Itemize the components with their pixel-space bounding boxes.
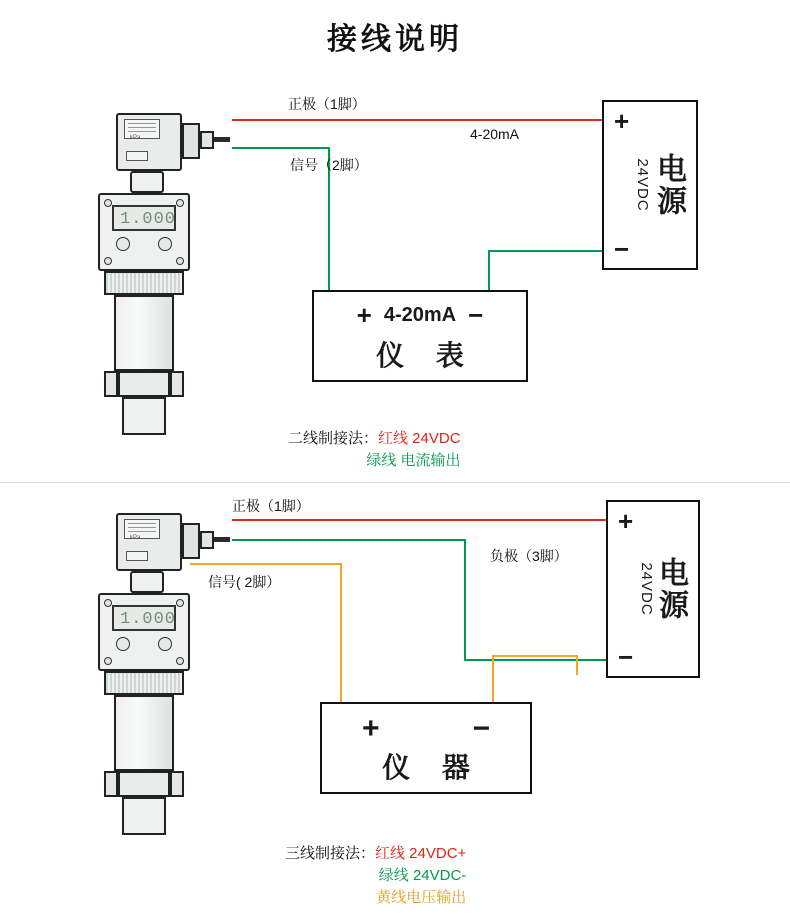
device-key-down[interactable] [158,637,172,651]
device-screw-tl [104,199,112,207]
power-minus-top: − [614,234,630,264]
label-positive-bottom: 正极（1脚） [232,498,310,514]
wire-yellow-bottom-h1 [190,563,342,565]
device-display-value: 1.000 [120,210,177,229]
caption-three-wire-red: 红线 24VDC+ [375,845,467,862]
device-screw-tr [176,199,184,207]
label-current-top: 4-20mA [470,126,520,142]
device-tube [114,695,174,771]
label-signal-top: 信号（2脚） [290,157,368,173]
caption-two-wire-prefix: 二线制接法： [288,430,379,447]
meter-terminals-top [314,300,526,331]
device-cable-tip [214,137,230,142]
pressure-transmitter-top [90,105,210,435]
device-hex-left [104,371,118,397]
device-screw-bl [104,657,112,665]
device-hex-nut [118,371,170,397]
meter-minus-top: − [468,300,484,330]
device-neck [130,571,164,593]
wire-yellow-bottom-v1 [340,563,342,703]
device-cable-tip [214,537,230,542]
power-name-top: 电源 [652,153,685,217]
page-title: 接线说明 [327,23,463,56]
section-divider [0,482,790,483]
device-head-lines [128,123,156,134]
wire-green-top-v2 [488,250,490,292]
wire-yellow-bottom-h2 [492,655,578,657]
device-knurled-ring [104,271,184,295]
label-positive-top: 正极（1脚） [288,96,366,112]
device-tube [114,295,174,371]
caption-three-wire-green: 绿线 24VDC- [378,867,467,884]
device-screw-br [176,257,184,265]
meter-box-top [312,290,528,382]
device-key-set[interactable] [116,237,130,251]
meter-plus-top: + [356,300,372,330]
wire-green-top-h2 [488,250,604,252]
wire-red-top [232,119,604,121]
device-display [112,205,176,231]
device-key-set[interactable] [116,637,130,651]
wire-green-top-h1 [232,147,330,149]
device-hex-right [170,771,184,797]
wire-green-bottom-h2 [464,659,608,661]
caption-two-wire-red: 红线 24VDC [378,430,461,447]
power-minus-bottom: − [618,642,634,672]
power-plus-bottom: + [618,506,634,536]
device-cable-gland [200,531,214,549]
caption-three-wire [285,843,466,909]
meter-name-bottom: 仪 器 [382,752,482,783]
label-signal-bottom: 信号( 2脚） [208,574,281,590]
meter-box-bottom [320,702,532,794]
wire-yellow-bottom-v2 [492,655,494,703]
power-supply-box-top [602,100,698,270]
wire-red-bottom [232,519,608,521]
meter-name-top: 仪 表 [376,340,476,371]
device-screw-tr [176,599,184,607]
power-supply-box-bottom [606,500,700,678]
label-negative-bottom: 负极（3脚） [490,548,568,564]
power-voltage-bottom: 24VDC [638,562,656,616]
device-hex-nut [118,771,170,797]
device-cable-gland [200,131,214,149]
caption-three-wire-prefix: 三线制接法： [285,845,376,862]
device-head-slot [126,551,148,561]
caption-two-wire-green: 绿线 电流输出 [366,452,461,469]
device-display-value: 1.000 [120,610,177,629]
device-brand-label: kPa [130,135,141,141]
wire-green-bottom-v1 [464,539,466,661]
wire-yellow-bottom-v3 [576,655,578,675]
device-brand-label: kPa [130,535,141,541]
device-knurled-ring [104,671,184,695]
device-hex-left [104,771,118,797]
power-plus-top: + [614,106,630,136]
device-head-lines [128,523,156,534]
device-key-down[interactable] [158,237,172,251]
device-screw-bl [104,257,112,265]
device-hex-right [170,371,184,397]
wire-green-bottom-h1 [232,539,466,541]
pressure-transmitter-bottom [90,505,210,835]
device-connector [182,523,200,559]
device-screw-tl [104,599,112,607]
caption-three-wire-yellow: 黄线电压输出 [376,889,467,906]
device-neck [130,171,164,193]
caption-two-wire [288,428,461,472]
power-name-bottom: 电源 [654,557,687,621]
device-process-connection [122,397,166,435]
device-process-connection [122,797,166,835]
device-screw-br [176,657,184,665]
device-display [112,605,176,631]
device-connector [182,123,200,159]
meter-plus-bottom: + [362,712,380,745]
meter-minus-bottom: − [472,712,490,745]
power-voltage-top: 24VDC [634,158,652,212]
meter-range-top: 4-20mA [383,304,457,326]
device-head-slot [126,151,148,161]
